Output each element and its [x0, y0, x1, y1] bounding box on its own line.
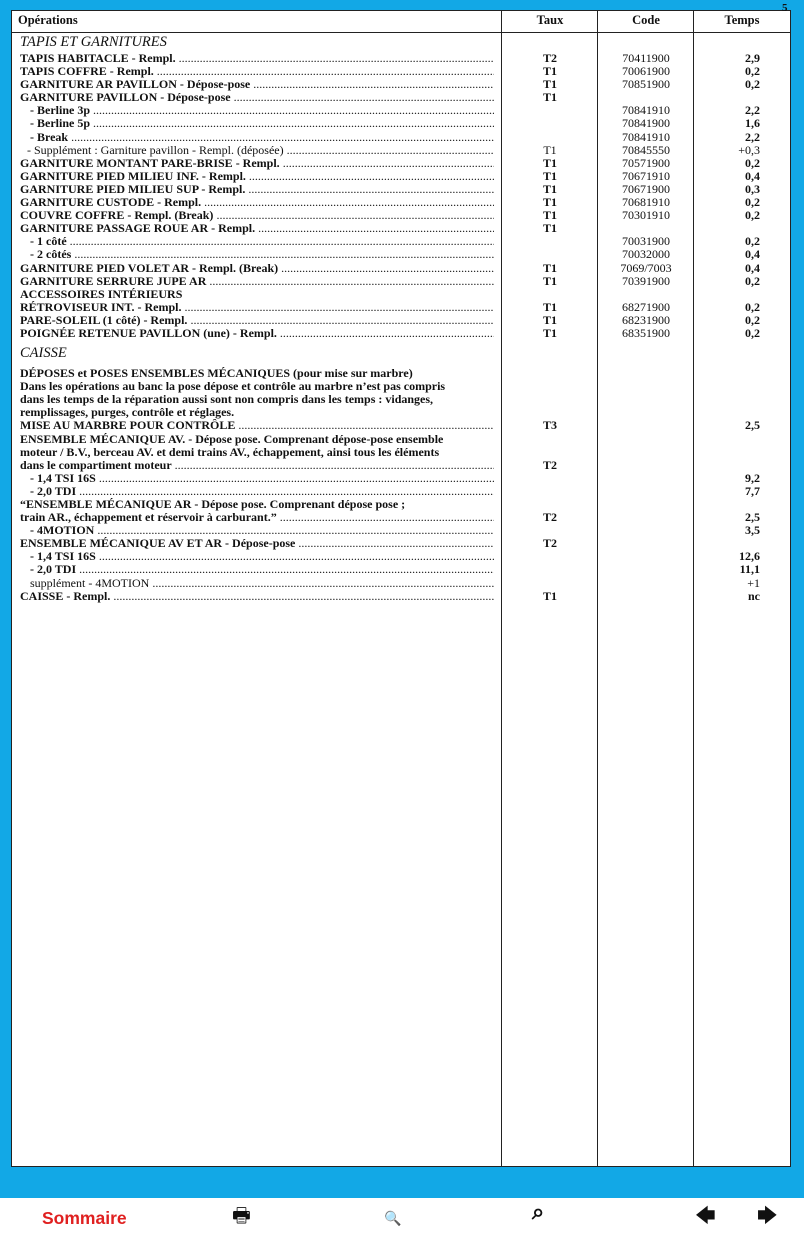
table-row	[12, 301, 790, 314]
operation-cell: Dans les opérations au banc la pose dépose et contrôle au marbre n’est pas compris	[20, 380, 446, 394]
section-heading	[12, 33, 790, 52]
taux-cell: T1	[542, 588, 557, 603]
code-cell: 70681910	[622, 195, 670, 210]
binoculars-search-icon[interactable]: ⌕	[532, 1200, 545, 1225]
table-row	[12, 367, 790, 380]
operation-cell: DÉPOSES et POSES ENSEMBLES MÉCANIQUES (pour mise sur marbre)	[20, 367, 413, 381]
operation-cell: GARNITURE SERRURE JUPE AR .....	[20, 275, 494, 288]
operation-cell: GARNITURE PIED MILIEU INF. - Rempl. .....	[20, 170, 494, 183]
code-cell: 70391900	[622, 273, 670, 288]
code-cell: 70671910	[622, 168, 670, 183]
table-row	[12, 524, 790, 537]
operation-cell: train AR., échappement et réservoir à carburant.” .....	[20, 511, 494, 524]
operation-cell: GARNITURE PIED MILIEU SUP - Rempl. .....	[20, 183, 494, 196]
code-cell: 7069/7003	[620, 260, 672, 275]
operation-cell: RÉTROVISEUR INT. - Rempl. .....	[20, 301, 494, 314]
operation-cell: CAISSE - Rempl. .....	[20, 590, 494, 603]
temps-cell: +0,3	[738, 142, 760, 157]
table-row	[12, 170, 790, 183]
table-row	[12, 459, 790, 472]
temps-cell: 9,2	[745, 470, 760, 485]
operation-cell: - 2,0 TDI .....	[20, 563, 494, 576]
table-header	[12, 11, 790, 33]
table-row	[12, 157, 790, 170]
code-cell: 70841910	[622, 103, 670, 118]
taux-cell: T1	[542, 195, 557, 210]
operation-cell: dans le compartiment moteur .....	[20, 459, 494, 472]
code-cell: 70031900	[622, 234, 670, 249]
table-row	[12, 131, 790, 144]
table-row	[12, 235, 790, 248]
temps-cell: 0,4	[745, 247, 760, 262]
operation-cell: COUVRE COFFRE - Rempl. (Break) .....	[20, 209, 494, 222]
operation-cell: TAPIS HABITACLE - Rempl. .....	[20, 52, 494, 65]
operation-cell: GARNITURE PASSAGE ROUE AR - Rempl. .....	[20, 222, 494, 235]
page-number: 5	[782, 2, 788, 14]
operation-cell: GARNITURE MONTANT PARE-BRISE - Rempl. .....	[20, 157, 494, 170]
code-cell: 68351900	[622, 325, 670, 340]
code-cell: 68271900	[622, 299, 670, 314]
temps-cell: 2,5	[745, 418, 760, 433]
table-row	[12, 563, 790, 576]
temps-cell: 1,6	[745, 116, 760, 131]
taux-cell: T1	[543, 142, 557, 157]
table-row	[12, 393, 790, 406]
taux-cell: T1	[542, 299, 557, 314]
zoom-page-icon[interactable]: 🔍	[384, 1211, 402, 1227]
operation-cell: - Berline 3p .....	[20, 104, 494, 117]
operation-cell: ENSEMBLE MÉCANIQUE AV. - Dépose pose. Comprenant dépose-pose ensemble	[20, 432, 444, 446]
table-row	[12, 275, 790, 288]
table-row	[12, 472, 790, 485]
code-cell: 70851900	[622, 77, 670, 92]
temps-cell: 0,2	[745, 64, 760, 79]
document-sheet	[11, 10, 791, 1167]
temps-cell: 0,2	[745, 234, 760, 249]
table-row	[12, 144, 790, 157]
table-row	[12, 537, 790, 550]
temps-cell: 0,2	[745, 77, 760, 92]
operation-cell: - 4MOTION .....	[20, 524, 494, 537]
operation-cell: TAPIS COFFRE - Rempl. .....	[20, 65, 494, 78]
operation-cell: - Supplément : Garniture pavillon - Rempl. (déposée) .....	[20, 144, 494, 157]
table-row	[12, 419, 790, 432]
operation-cell: dans les temps de la réparation aussi sont non compris dans les temps : vidanges,	[20, 393, 434, 407]
temps-cell: 0,2	[745, 195, 760, 210]
table-row	[12, 433, 790, 446]
taux-cell: T1	[542, 77, 557, 92]
temps-cell: 2,5	[745, 510, 760, 525]
temps-cell: 2,9	[745, 51, 760, 65]
temps-cell: 0,2	[745, 208, 760, 223]
table-row	[12, 52, 790, 65]
temps-cell: 0,2	[745, 273, 760, 288]
code-cell: 68231900	[622, 312, 670, 327]
table-row	[12, 406, 790, 419]
taux-cell: T1	[542, 273, 557, 288]
print-icon[interactable]: 🖶	[232, 1203, 251, 1227]
table-row	[12, 183, 790, 196]
section-title: TAPIS ET GARNITURES	[20, 34, 167, 50]
taux-cell: T1	[542, 312, 557, 327]
taux-cell: T1	[542, 260, 557, 275]
operation-cell: - 1 côté .....	[20, 235, 494, 248]
header-temps: Temps	[724, 13, 760, 27]
header-code: Code	[632, 13, 660, 27]
temps-cell: 11,1	[739, 562, 760, 577]
operation-cell: GARNITURE PIED VOLET AR - Rempl. (Break) .....	[20, 262, 494, 275]
temps-cell: 2,2	[745, 103, 760, 118]
temps-cell: 12,6	[739, 549, 760, 564]
operation-cell: MISE AU MARBRE POUR CONTRÔLE .....	[20, 419, 494, 432]
operation-cell: moteur / B.V., berceau AV. et demi trains AV., échappement, ainsi tous les éléments	[20, 445, 440, 459]
table-row	[12, 485, 790, 498]
code-cell: 70845550	[622, 142, 670, 157]
temps-cell: 0,2	[745, 325, 760, 340]
taux-cell: T1	[542, 221, 557, 236]
operation-cell: remplissages, purges, contrôle et réglages.	[20, 406, 235, 420]
code-cell: 70571900	[622, 155, 670, 170]
table-row	[12, 288, 790, 301]
taux-cell: T1	[542, 208, 557, 223]
temps-cell: 0,2	[745, 299, 760, 314]
operation-cell: - Break .....	[20, 131, 494, 144]
table-row	[12, 91, 790, 104]
table-row	[12, 78, 790, 91]
header-taux: Taux	[536, 13, 564, 27]
table-row	[12, 314, 790, 327]
table-row	[12, 327, 790, 340]
table-row	[12, 577, 790, 590]
temps-cell: 0,4	[745, 168, 760, 183]
temps-cell: 0,3	[745, 181, 760, 196]
table-row	[12, 446, 790, 459]
taux-cell: T3	[542, 418, 557, 433]
operation-cell: GARNITURE AR PAVILLON - Dépose-pose .....	[20, 78, 494, 91]
taux-cell: T2	[542, 51, 557, 65]
operation-cell: - 1,4 TSI 16S .....	[20, 472, 494, 485]
temps-cell: 0,2	[745, 312, 760, 327]
taux-cell: T1	[542, 325, 557, 340]
table-row	[12, 209, 790, 222]
table-row	[12, 550, 790, 563]
temps-cell: 2,2	[745, 129, 760, 144]
temps-cell: 3,5	[745, 523, 760, 538]
operation-cell: PARE-SOLEIL (1 côté) - Rempl. .....	[20, 314, 494, 327]
temps-cell: nc	[748, 588, 760, 603]
table-row	[12, 196, 790, 209]
operations-table	[12, 33, 790, 603]
code-cell: 70411900	[622, 51, 670, 65]
operation-cell: - 2 côtés .....	[20, 248, 494, 261]
temps-cell: +1	[747, 575, 760, 590]
temps-cell: 7,7	[745, 483, 760, 498]
operation-cell: - 2,0 TDI .....	[20, 485, 494, 498]
taux-cell: T1	[542, 90, 557, 105]
code-cell: 70671900	[622, 181, 670, 196]
taux-cell: T2	[542, 510, 557, 525]
operation-cell: GARNITURE CUSTODE - Rempl. .....	[20, 196, 494, 209]
operation-cell: ACCESSOIRES INTÉRIEURS	[20, 287, 183, 301]
taux-cell: T1	[542, 155, 557, 170]
operation-cell: supplément - 4MOTION .....	[20, 577, 494, 590]
table-row	[12, 590, 790, 603]
operation-cell: - 1,4 TSI 16S .....	[20, 550, 494, 563]
back-arrow-icon[interactable]: 🡄	[695, 1203, 716, 1227]
table-row	[12, 380, 790, 393]
code-cell: 70061900	[622, 64, 670, 79]
operation-cell: POIGNÉE RETENUE PAVILLON (une) - Rempl. .....	[20, 327, 494, 340]
code-cell: 70301910	[622, 208, 670, 223]
table-row	[12, 117, 790, 130]
section-heading	[12, 344, 790, 363]
footer-toolbar	[0, 1198, 804, 1238]
taux-cell: T1	[542, 168, 557, 183]
header-operations: Opérations	[18, 13, 78, 27]
operation-cell: “ENSEMBLE MÉCANIQUE AR - Dépose pose. Comprenant dépose pose ;	[20, 498, 406, 511]
taux-cell: T2	[542, 536, 557, 551]
table-row	[12, 104, 790, 117]
taux-cell: T1	[542, 181, 557, 196]
taux-cell: T2	[542, 457, 557, 472]
table-row	[12, 511, 790, 524]
taux-cell: T1	[542, 64, 557, 79]
table-row	[12, 222, 790, 235]
operation-cell: - Berline 5p .....	[20, 117, 494, 130]
table-row	[12, 65, 790, 78]
temps-cell: 0,2	[745, 155, 760, 170]
table-row	[12, 262, 790, 275]
table-row	[12, 248, 790, 261]
operation-cell: GARNITURE PAVILLON - Dépose-pose .....	[20, 91, 494, 104]
operation-cell: ENSEMBLE MÉCANIQUE AV ET AR - Dépose-pose .....	[20, 537, 494, 550]
code-cell: 70841900	[622, 116, 670, 131]
code-cell: 70032000	[622, 247, 670, 262]
table-row	[12, 498, 790, 511]
sommaire-link[interactable]: Sommaire	[42, 1208, 127, 1228]
section-title: CAISSE	[20, 345, 67, 362]
temps-cell: 0,4	[745, 260, 760, 275]
forward-arrow-icon[interactable]: 🡆	[757, 1203, 778, 1227]
code-cell: 70841910	[622, 129, 670, 144]
